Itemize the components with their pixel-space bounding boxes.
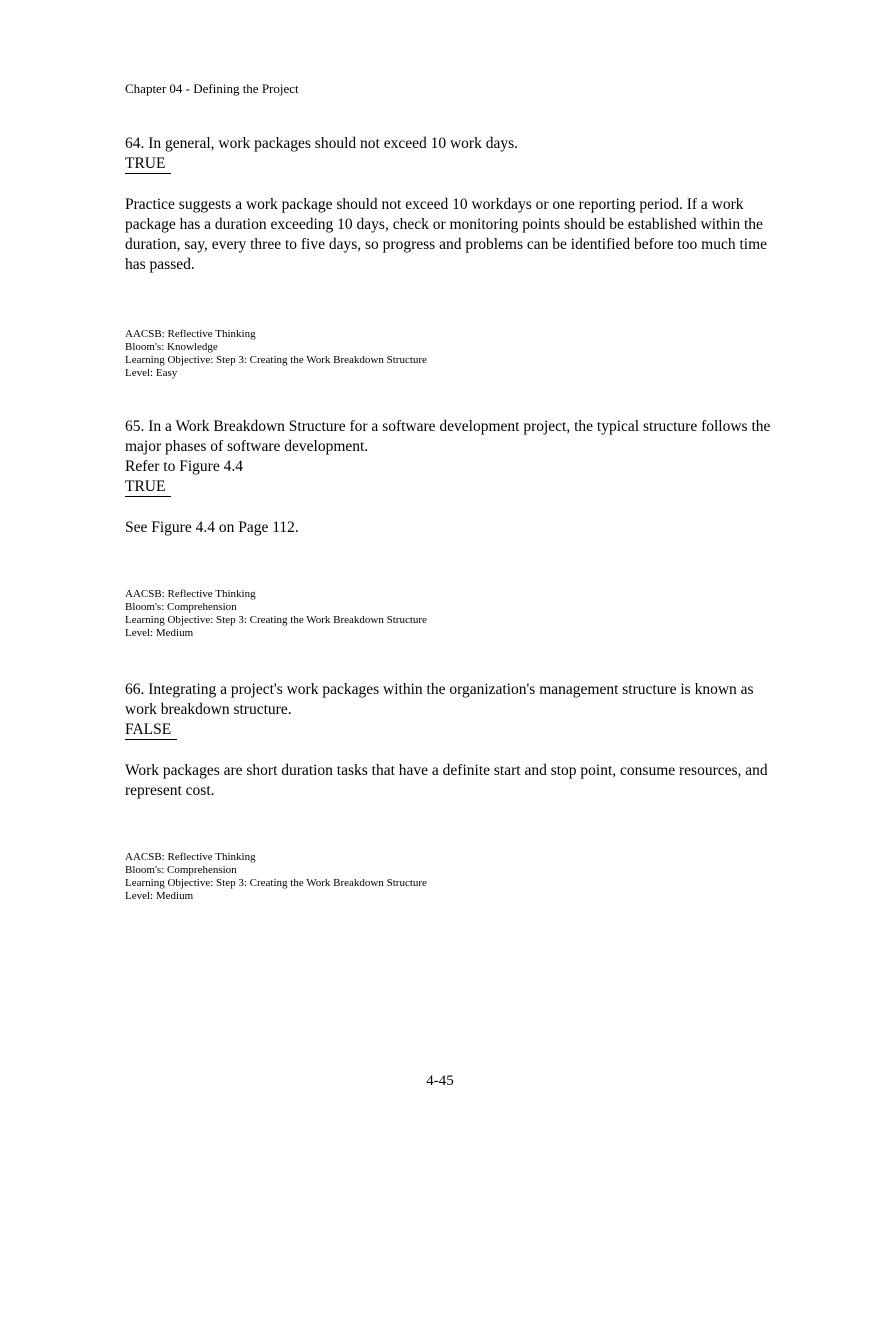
meta-aacsb: AACSB: Reflective Thinking — [125, 588, 256, 600]
answer-explanation: Practice suggests a work package should not exceed 10 workdays or one reporting period. If a work package has a duration exceeding 10 days, check or monitoring points should be established within the duration, say, every three to five days, so progress and problems can be identified before too much time has passed. — [125, 196, 768, 273]
question-metadata — [125, 588, 780, 640]
question-block-65 — [125, 417, 780, 640]
answer-value: TRUE — [125, 478, 171, 497]
question-metadata — [125, 851, 780, 903]
chapter-header: Chapter 04 - Defining the Project — [125, 81, 299, 96]
answer-explanation: Work packages are short duration tasks that have a definite start and stop point, consume resources, and represent cost. — [125, 762, 768, 799]
meta-blooms: Bloom's: Knowledge — [125, 341, 218, 353]
meta-aacsb: AACSB: Reflective Thinking — [125, 851, 256, 863]
page-number: 4-45 — [426, 1073, 454, 1089]
meta-learning-objective: Learning Objective: Step 3: Creating the Work Breakdown Structure — [125, 354, 427, 366]
meta-learning-objective: Learning Objective: Step 3: Creating the Work Breakdown Structure — [125, 877, 427, 889]
meta-level: Level: Easy — [125, 367, 178, 379]
answer-line — [125, 154, 780, 174]
meta-learning-objective: Learning Objective: Step 3: Creating the Work Breakdown Structure — [125, 614, 427, 626]
answer-line — [125, 477, 780, 497]
question-metadata — [125, 328, 780, 380]
question-block-66 — [125, 680, 780, 903]
meta-level: Level: Medium — [125, 627, 194, 639]
answer-value: FALSE — [125, 721, 177, 740]
question-text: 65. In a Work Breakdown Structure for a software development project, the typical structure follows the major phases of software development. — [125, 418, 771, 455]
meta-blooms: Bloom's: Comprehension — [125, 864, 237, 876]
meta-aacsb: AACSB: Reflective Thinking — [125, 328, 256, 340]
question-text: 66. Integrating a project's work packages within the organization's management structure is known as work breakdown structure. — [125, 681, 754, 718]
meta-level: Level: Medium — [125, 890, 194, 902]
answer-value: TRUE — [125, 155, 171, 174]
question-text: 64. In general, work packages should not exceed 10 work days. — [125, 135, 518, 152]
answer-line — [125, 720, 780, 740]
document-page — [0, 81, 880, 1091]
answer-explanation: See Figure 4.4 on Page 112. — [125, 519, 299, 536]
refer-line: Refer to Figure 4.4 — [125, 458, 243, 475]
question-block-64 — [125, 134, 780, 380]
meta-blooms: Bloom's: Comprehension — [125, 601, 237, 613]
